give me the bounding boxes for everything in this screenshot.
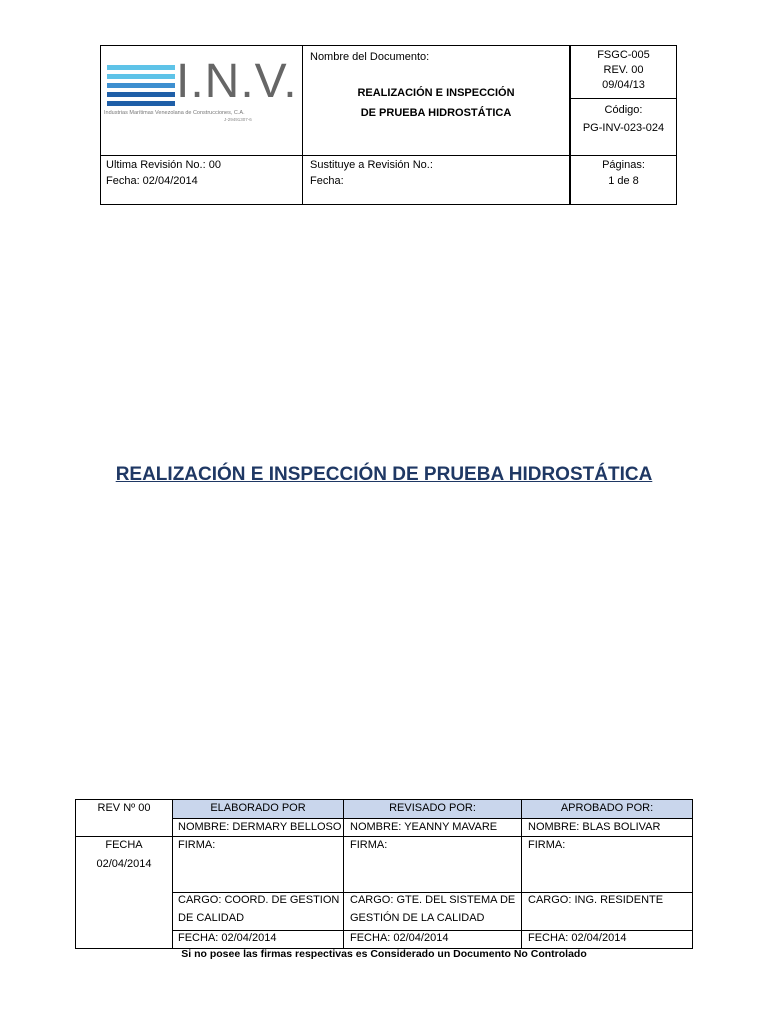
- col-elaborado: ELABORADO POR: [210, 802, 306, 814]
- cargo-aprobado: CARGO: ING. RESIDENTE: [528, 894, 664, 906]
- cargo-elaborado-line2: DE CALIDAD: [178, 912, 245, 924]
- form-rev: REV. 00: [603, 64, 644, 76]
- form-date: 09/04/13: [602, 79, 645, 91]
- rev-number: REV Nº 00: [97, 802, 151, 814]
- replaces-date: Fecha:: [310, 175, 344, 187]
- pages-label: Páginas:: [602, 159, 645, 171]
- logo-company-name: Industrias Marítimas Venezolana de Construcciones, C.A.: [104, 110, 245, 116]
- firma-aprobado: FIRMA:: [528, 839, 566, 851]
- fecha-revisado: FECHA: 02/04/2014: [350, 932, 449, 944]
- doc-title-line2: DE PRUEBA HIDROSTÁTICA: [360, 107, 512, 119]
- fecha-aprobado: FECHA: 02/04/2014: [528, 932, 627, 944]
- firma-revisado: FIRMA:: [350, 839, 388, 851]
- codigo-value: PG-INV-023-024: [582, 122, 665, 134]
- replaces-revision: Sustituye a Revisión No.:: [310, 159, 433, 171]
- cargo-revisado-line1: CARGO: GTE. DEL SISTEMA DE: [350, 894, 516, 906]
- codigo-label: Código:: [604, 104, 643, 116]
- doc-title-line1: REALIZACIÓN E INSPECCIÓN: [357, 87, 515, 99]
- logo-wordmark: I.N.V.: [176, 55, 298, 108]
- main-title: REALIZACIÓN E INSPECCIÓN DE PRUEBA HIDROSTÁTICA: [115, 464, 653, 485]
- form-code: FSGC-005: [597, 49, 650, 61]
- last-revision: Ultima Revisión No.: 00: [106, 159, 221, 171]
- nombre-elaborado: NOMBRE: DERMARY BELLOSO: [178, 821, 342, 833]
- nombre-aprobado: NOMBRE: BLAS BOLIVAR: [528, 821, 661, 833]
- company-logo: [104, 55, 299, 145]
- fecha-value: 02/04/2014: [96, 858, 152, 870]
- firma-elaborado: FIRMA:: [178, 839, 216, 851]
- logo-tagline: J-29491307-6: [224, 117, 252, 122]
- doc-name-label: Nombre del Documento:: [310, 51, 430, 63]
- pages-value: 1 de 8: [608, 175, 639, 187]
- col-revisado: REVISADO POR:: [389, 802, 476, 814]
- cargo-revisado-line2: GESTIÓN DE LA CALIDAD: [350, 912, 485, 924]
- cargo-elaborado-line1: CARGO: COORD. DE GESTION: [178, 894, 340, 906]
- fecha-label: FECHA: [105, 839, 143, 851]
- footer-note: Si no posee las firmas respectivas es Considerado un Documento No Controlado: [181, 948, 587, 960]
- last-revision-date: Fecha: 02/04/2014: [106, 175, 198, 187]
- fecha-elaborado: FECHA: 02/04/2014: [178, 932, 277, 944]
- col-aprobado: APROBADO POR:: [560, 802, 654, 814]
- nombre-revisado: NOMBRE: YEANNY MAVARE: [350, 821, 498, 833]
